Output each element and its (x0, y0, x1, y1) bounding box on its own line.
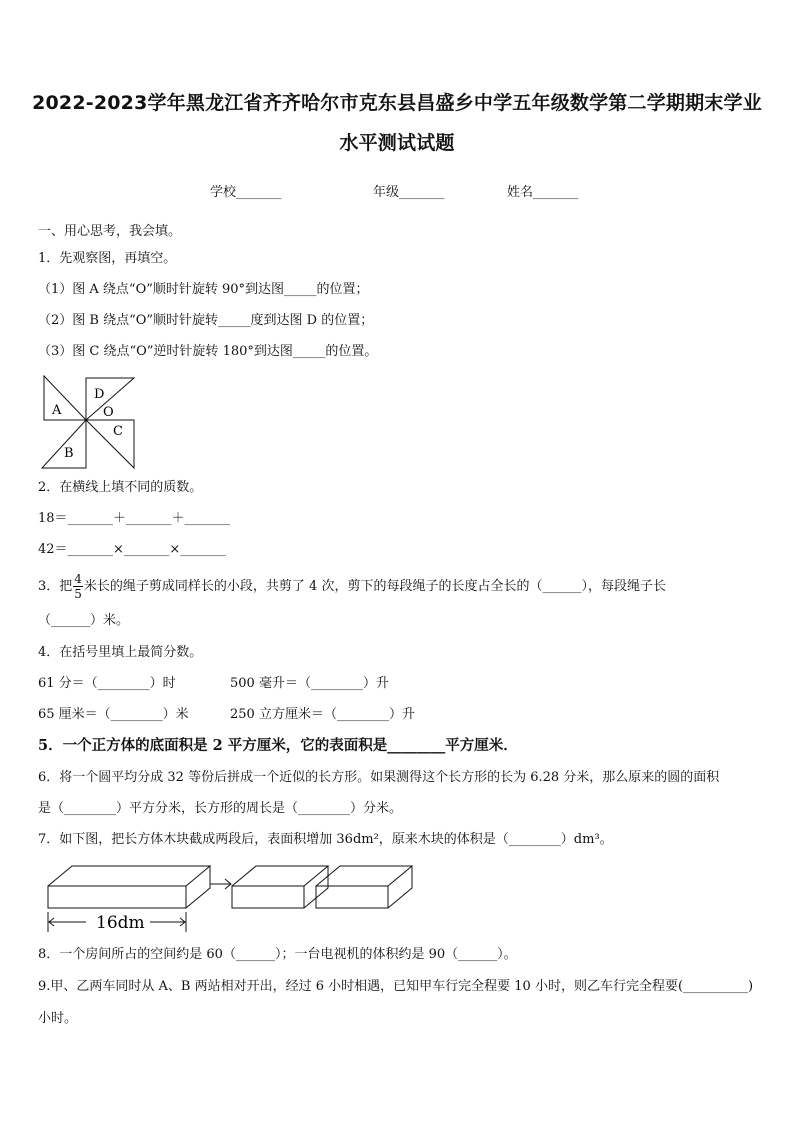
page-title-line1: 2022-2023学年黑龙江省齐齐哈尔市克东县昌盛乡中学五年级数学第二学期期末学业 (32, 92, 762, 114)
question-3-line-2: （______）米。 (38, 613, 130, 628)
name-field: 姓名_______ (507, 185, 579, 200)
cut-piece-right (316, 866, 412, 908)
rotation-figure (40, 374, 138, 470)
question-2-stem: 2．在横线上填不同的质数。 (38, 480, 203, 495)
grade-field: 年级_______ (373, 185, 445, 200)
question-4-item-a: 61 分＝（________）时 (38, 676, 176, 691)
question-4-item-d: 250 立方厘米＝（________）升 (230, 707, 415, 722)
question-1-part-1: （1）图 A 绕点“O”顺时针旋转 90°到达图_____的位置； (38, 282, 369, 297)
question-4-item-b: 500 毫升＝（________）升 (230, 676, 389, 691)
question-4-item-c: 65 厘米＝（________）米 (38, 707, 189, 722)
question-9-line-1: 9.甲、乙两车同时从 A、B 两站相对开出，经过 6 小时相遇，已知甲车行完全程要 10 小时，则乙车行完全程要(__________) (38, 979, 754, 994)
label-c: C (113, 424, 123, 439)
fraction-numerator: 4 (74, 572, 82, 586)
label-d: D (94, 387, 105, 402)
question-2-line-2: 42＝_______×_______×_______ (38, 542, 226, 557)
label-a: A (52, 403, 62, 418)
question-1-stem: 1．先观察图，再填空。 (38, 251, 177, 266)
triangle-a (44, 376, 86, 420)
arrow-icon (210, 879, 231, 889)
question-6-line-2: 是（________）平方分米，长方形的周长是（________）分米。 (38, 801, 403, 816)
triangle-c (86, 420, 134, 468)
question-4-stem: 4．在括号里填上最简分数。 (38, 645, 203, 660)
cuboid-figure (44, 860, 416, 936)
long-cuboid (48, 866, 210, 908)
question-9-line-2: 小时。 (38, 1011, 78, 1026)
question-3-line-1 (38, 572, 666, 602)
section-heading: 一、用心思考，我会填。 (38, 224, 182, 239)
question-3-prefix: 3．把 (38, 579, 73, 594)
cut-piece-left (232, 866, 328, 908)
label-o: O (103, 405, 114, 420)
question-2-line-1: 18＝_______＋_______＋_______ (38, 511, 231, 526)
fraction (73, 572, 83, 601)
school-field: 学校_______ (210, 185, 282, 200)
label-b: B (64, 446, 74, 461)
question-7-text: 7．如下图，把长方体木块截成两段后，表面积增加 36dm²，原来木块的体积是（________）dm³。 (38, 832, 613, 847)
question-8: 8．一个房间所占的空间约是 60（______）；一台电视机的体积约是 90（______）。 (38, 947, 517, 962)
question-6-line-1: 6．将一个圆平均分成 32 等份后拼成一个近似的长方形。如果测得这个长方形的长为 6.28 分米，那么原来的圆的面积 (38, 770, 720, 785)
question-3-suffix: 米长的绳子剪成同样长的小段，共剪了 4 次，剪下的每段绳子的长度占全长的（______），每段绳子长 (83, 579, 666, 594)
dimension-label: 16dm (96, 913, 145, 933)
question-1-part-2: （2）图 B 绕点“O”顺时针旋转_____度到达图 D 的位置； (38, 313, 374, 328)
fraction-denominator: 5 (74, 587, 82, 601)
question-1-part-3: （3）图 C 绕点“O”逆时针旋转 180°到达图_____的位置。 (38, 344, 378, 359)
question-5: 5．一个正方体的底面积是 2 平方厘米，它的表面积是________平方厘米． (38, 737, 518, 754)
page-title-line2: 水平测试试题 (339, 132, 455, 154)
